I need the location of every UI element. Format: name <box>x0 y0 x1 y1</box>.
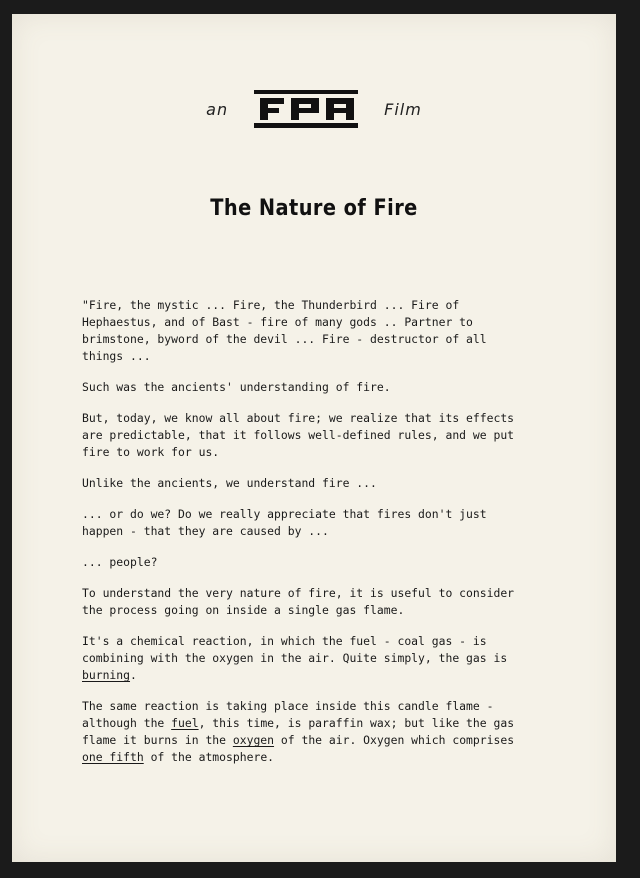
underlined-oxygen: oxygen <box>232 733 275 747</box>
document-title: The Nature of Fire <box>210 196 418 221</box>
fpa-logo <box>254 90 358 128</box>
paragraph-5: ... or do we? Do we really appreciate that fires don't just happen - that they are caused by ... <box>82 507 487 538</box>
body-text <box>82 297 532 780</box>
paragraph-9-text-b: , this time, is paraffin wax; but like the gas flame it burns in the <box>82 716 515 747</box>
document-page <box>12 14 616 862</box>
paragraph-9-text-c: of the air. Oxygen which comprises <box>274 733 515 747</box>
underlined-burning: burning <box>82 668 131 682</box>
paragraph-4: Unlike the ancients, we understand fire ... <box>82 476 377 490</box>
paragraph-6: ... people? <box>82 555 158 569</box>
paragraph-2: Such was the ancients' understanding of fire. <box>82 380 391 394</box>
paragraph-9-text-d: of the atmosphere. <box>143 750 275 764</box>
header-suffix: Film <box>384 99 422 119</box>
film-credit-header <box>12 90 616 128</box>
header-prefix: an <box>206 99 229 119</box>
paragraph-7: To understand the very nature of fire, it is useful to consider the process going on inside a single gas flame. <box>82 586 515 617</box>
paragraph-9-text-a: The same reaction is taking place inside this candle flame - although the <box>82 699 494 730</box>
paragraph-3: But, today, we know all about fire; we realize that its effects are predictable, that it follows well-defined rules, and we put fire to work for us. <box>82 411 515 459</box>
paragraph-9 <box>82 698 532 766</box>
paragraph-8-text-b: . <box>130 668 137 682</box>
underlined-fuel: fuel <box>171 716 199 730</box>
paragraph-8 <box>82 633 532 684</box>
underlined-one-fifth: one fifth <box>82 750 144 764</box>
paragraph-1: "Fire, the mystic ... Fire, the Thunderbird ... Fire of Hephaestus, and of Bast - fire of many gods .. Partner to brimstone, byword of the devil ... Fire - destructor of all things ... <box>82 298 487 363</box>
paragraph-8-text-a: It's a chemical reaction, in which the fuel - coal gas - is combining with the oxygen in the air. Quite simply, the gas is <box>82 634 508 665</box>
